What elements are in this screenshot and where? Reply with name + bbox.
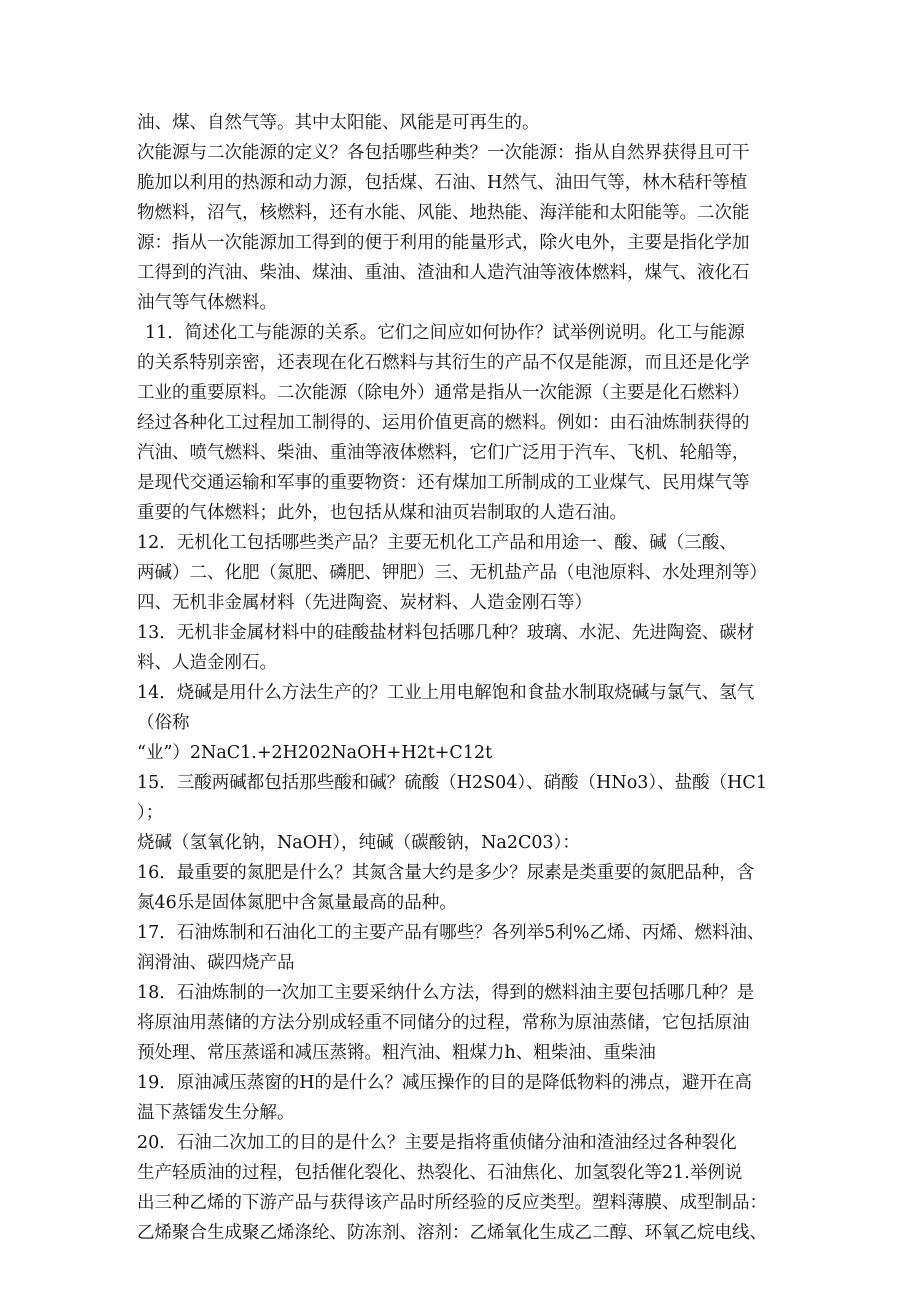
question-11-heading: 11．简述化工与能源的关系。它们之间应如何协作？试举例说明。化工与能源 xyxy=(145,323,745,343)
text-line: 经过各种化工过程加工制得的、运用价值更高的燃料。例如：由石油炼制获得的 xyxy=(137,413,750,433)
text-line: 汽油、喷气燃料、柴油、重油等液体燃料，它们广泛用于汽车、飞机、轮船等， xyxy=(137,443,750,463)
text-line: 源：指从一次能源加工得到的便于利用的能量形式，除火电外，主要是指化学加 xyxy=(137,233,750,253)
text-line: 脆加以利用的热源和动力源，包括煤、石油、H然气、油田气等，林木秸秆等植 xyxy=(137,173,748,193)
text-line: 次能源与二次能源的定义？各包括哪些种类？一次能源：指从自然界获得且可干 xyxy=(137,143,750,163)
question-13-heading: 13．无机非金属材料中的硅酸盐材料包括哪几种？玻璃、水泥、先进陶瓷、碳材 xyxy=(137,623,755,643)
text-line: 将原油用蒸储的方法分别成轻重不同储分的过程，常称为原油蒸储，它包括原油 xyxy=(137,1013,750,1033)
document-body xyxy=(137,108,787,1248)
text-line: 乙烯聚合生成聚乙烯涤纶、防冻剂、溶剂：乙烯氧化生成乙二醇、环氧乙烷电线、 xyxy=(137,1223,767,1243)
text-line: 预处理、常压蒸谣和减压蒸锵。粗汽油、粗煤力h、粗柴油、重柴油 xyxy=(137,1043,656,1063)
text-line: 四、无机非金属材料（先进陶瓷、炭材料、人造金刚石等） xyxy=(137,593,592,613)
text-line: 烧碱（氢氧化钠，NaOH），纯碱（碳酸钠，Na2C03）： xyxy=(137,833,580,853)
question-16-heading: 16．最重要的氮肥是什么？其氮含量大约是多少？尿素是类重要的氮肥品种，含 xyxy=(137,863,755,883)
question-20-heading: 20．石油二次加工的目的是什么？主要是指将重侦储分油和渣油经过各种裂化 xyxy=(137,1133,737,1153)
text-line: 工业的重要原料。二次能源（除电外）通常是指从一次能源（主要是化石燃料） xyxy=(137,383,750,403)
question-19-heading: 19．原油减压蒸窗的H的是什么？减压操作的目的是降低物料的沸点，避开在高 xyxy=(137,1073,753,1093)
text-line: 润滑油、碳四烧产品 xyxy=(137,953,295,973)
text-line: 料、人造金刚石。 xyxy=(137,653,277,673)
question-17-heading: 17．石油炼制和石油化工的主要产品有哪些？各列举5利%乙烯、丙烯、燃料油、 xyxy=(137,923,765,943)
question-12-heading: 12．无机化工包括哪些类产品？主要无机化工产品和用途一、酸、碱（三酸、 xyxy=(137,533,737,553)
question-14-heading: 14．烧碱是用什么方法生产的？工业上用电解饱和食盐水制取烧碱与氯气、氢气 xyxy=(137,683,755,703)
chemical-equation: “业”）2NaC1.+2H202NaOH+H2t+C12t xyxy=(137,743,493,763)
question-18-heading: 18．石油炼制的一次加工主要采纳什么方法，得到的燃料油主要包括哪几种？是 xyxy=(137,983,755,1003)
text-line: 是现代交通运输和军事的重要物资：还有煤加工所制成的工业煤气、民用煤气等 xyxy=(137,473,750,493)
text-line: 两碱）二、化肥（氮肥、磷肥、钾肥）三、无机盐产品（电池原料、水处理剂等） xyxy=(137,563,767,583)
text-line: ）； xyxy=(137,803,164,823)
text-line: 氮46乐是固体氮肥中含氮量最高的品种。 xyxy=(137,893,457,913)
text-line: 物燃料，沼气，核燃料，还有水能、风能、地热能、海洋能和太阳能等。二次能 xyxy=(137,203,750,223)
text-line: 出三种乙烯的下游产品与获得该产品时所经验的反应类型。塑料薄膜、成型制品： xyxy=(137,1193,767,1213)
text-line: 工得到的汽油、柴油、煤油、重油、渣油和人造汽油等液体燃料，煤气、液化石 xyxy=(137,263,750,283)
text-line: 油气等气体燃料。 xyxy=(137,293,277,313)
text-line: 的关系特别亲密，还表现在化石燃料与其衍生的产品不仅是能源，而且还是化学 xyxy=(137,353,750,373)
text-line: 生产轻质油的过程，包括催化裂化、热裂化、石油焦化、加氢裂化等21.举例说 xyxy=(137,1163,743,1183)
text-line: 温下蒸镭发生分解。 xyxy=(137,1103,295,1123)
text-line: 重要的气体燃料；此外，也包括从煤和油页岩制取的人造石油。 xyxy=(137,503,627,523)
question-15-heading: 15．三酸两碱都包括那些酸和碱？硫酸（H2S04）、硝酸（HNo3）、盐酸（HC1 xyxy=(137,773,767,793)
text-line: （俗称 xyxy=(137,713,190,733)
text-line: 油、煤、自然气等。其中太阳能、风能是可再生的。 xyxy=(137,113,540,133)
